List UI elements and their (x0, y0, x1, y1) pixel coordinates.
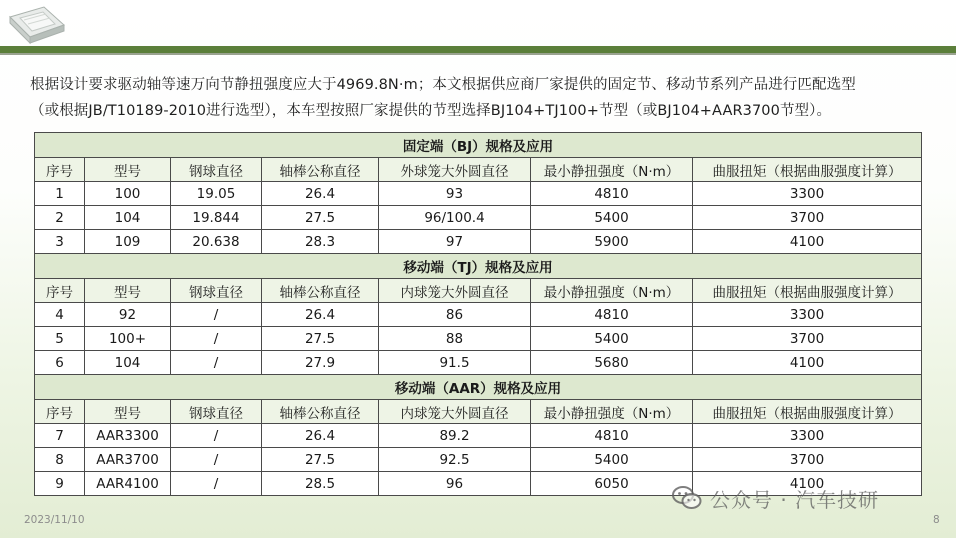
table-cell: 26.4 (262, 182, 379, 206)
table-cell: / (171, 448, 262, 472)
column-header-row (35, 158, 922, 182)
column-header: 曲服扭矩（根据曲服强度计算） (693, 279, 922, 303)
table-row (35, 230, 922, 254)
section-title: 移动端（AAR）规格及应用 (35, 375, 922, 400)
table-cell: 6 (35, 351, 85, 375)
column-header-row (35, 279, 922, 303)
column-header: 外球笼大外圆直径 (379, 158, 531, 182)
table-cell: 86 (379, 303, 531, 327)
table-cell: 19.05 (171, 182, 262, 206)
table-cell: 96/100.4 (379, 206, 531, 230)
spec-table-body (35, 133, 922, 496)
column-header: 曲服扭矩（根据曲服强度计算） (693, 158, 922, 182)
column-header: 序号 (35, 158, 85, 182)
table-cell: 28.5 (262, 472, 379, 496)
table-cell: 3700 (693, 206, 922, 230)
table-cell: 100 (85, 182, 171, 206)
table-cell: 5680 (531, 351, 693, 375)
table-cell: AAR3700 (85, 448, 171, 472)
table-cell: 3700 (693, 448, 922, 472)
column-header: 型号 (85, 158, 171, 182)
table-cell: 88 (379, 327, 531, 351)
column-header: 最小静扭强度（N·m） (531, 279, 693, 303)
column-header: 钢球直径 (171, 400, 262, 424)
table-row (35, 424, 922, 448)
table-cell: 5400 (531, 327, 693, 351)
table-cell: 92 (85, 303, 171, 327)
column-header-row (35, 400, 922, 424)
table-cell: 4810 (531, 424, 693, 448)
table-cell: 104 (85, 206, 171, 230)
table-cell: AAR3300 (85, 424, 171, 448)
column-header: 内球笼大外圆直径 (379, 400, 531, 424)
table-cell: 4810 (531, 303, 693, 327)
spec-table (34, 132, 922, 496)
table-cell: 5400 (531, 448, 693, 472)
table-cell: / (171, 424, 262, 448)
table-cell: 89.2 (379, 424, 531, 448)
table-cell: 4 (35, 303, 85, 327)
table-cell: 26.4 (262, 424, 379, 448)
column-header: 最小静扭强度（N·m） (531, 400, 693, 424)
table-row (35, 351, 922, 375)
page-number: 8 (933, 514, 940, 526)
column-header: 序号 (35, 279, 85, 303)
table-cell: 4100 (693, 351, 922, 375)
table-row (35, 327, 922, 351)
table-cell: 28.3 (262, 230, 379, 254)
section-title: 固定端（BJ）规格及应用 (35, 133, 922, 158)
column-header: 轴棒公称直径 (262, 158, 379, 182)
table-cell: 3700 (693, 327, 922, 351)
column-header: 曲服扭矩（根据曲服强度计算） (693, 400, 922, 424)
table-row (35, 206, 922, 230)
column-header: 内球笼大外圆直径 (379, 279, 531, 303)
table-cell: 92.5 (379, 448, 531, 472)
table-cell: / (171, 472, 262, 496)
column-header: 钢球直径 (171, 158, 262, 182)
table-cell: / (171, 303, 262, 327)
column-header: 序号 (35, 400, 85, 424)
table-cell: 109 (85, 230, 171, 254)
table-cell: 27.5 (262, 327, 379, 351)
table-cell: / (171, 327, 262, 351)
table-cell: 27.9 (262, 351, 379, 375)
table-cell: 91.5 (379, 351, 531, 375)
section-title: 移动端（TJ）规格及应用 (35, 254, 922, 279)
column-header: 最小静扭强度（N·m） (531, 158, 693, 182)
table-cell: 4100 (693, 472, 922, 496)
section-title-row (35, 254, 922, 279)
table-cell: 4100 (693, 230, 922, 254)
table-row (35, 182, 922, 206)
section-title-row (35, 133, 922, 158)
table-cell: 27.5 (262, 206, 379, 230)
table-cell: 27.5 (262, 448, 379, 472)
table-cell: / (171, 351, 262, 375)
table-cell: 4810 (531, 182, 693, 206)
table-row (35, 303, 922, 327)
table-row (35, 448, 922, 472)
table-cell: 3300 (693, 424, 922, 448)
table-cell: 2 (35, 206, 85, 230)
intro-line-1: 根据设计要求驱动轴等速万向节静扭强度应大于4969.8N·m；本文根据供应商厂家提供的固定节、移动节系列产品进行匹配选型 (30, 77, 856, 93)
table-cell: 7 (35, 424, 85, 448)
table-cell: 3 (35, 230, 85, 254)
table-cell: 6050 (531, 472, 693, 496)
intro-line-2: （或根据JB/T10189-2010进行选型），本车型按照厂家提供的节型选择BJ104+TJ100+节型（或BJ104+AAR3700节型）。 (30, 103, 832, 119)
table-cell: 3300 (693, 182, 922, 206)
table-cell: 104 (85, 351, 171, 375)
column-header: 钢球直径 (171, 279, 262, 303)
table-cell: 9 (35, 472, 85, 496)
watermark-text: 公众号 · 汽车技研 (710, 487, 880, 512)
slide-logo-icon (6, 3, 66, 45)
header-rule-shadow (0, 53, 956, 55)
column-header: 型号 (85, 400, 171, 424)
table-cell: 20.638 (171, 230, 262, 254)
footer-date: 2023/11/10 (24, 514, 85, 526)
table-cell: 100+ (85, 327, 171, 351)
table-cell: 8 (35, 448, 85, 472)
column-header: 型号 (85, 279, 171, 303)
column-header: 轴棒公称直径 (262, 279, 379, 303)
table-cell: AAR4100 (85, 472, 171, 496)
table-cell: 19.844 (171, 206, 262, 230)
table-cell: 93 (379, 182, 531, 206)
wechat-icon (672, 485, 702, 511)
table-cell: 97 (379, 230, 531, 254)
intro-text (30, 72, 940, 124)
table-cell: 5400 (531, 206, 693, 230)
table-cell: 1 (35, 182, 85, 206)
table-cell: 26.4 (262, 303, 379, 327)
watermark (672, 482, 879, 514)
table-cell: 5900 (531, 230, 693, 254)
column-header: 轴棒公称直径 (262, 400, 379, 424)
table-cell: 5 (35, 327, 85, 351)
table-cell: 3300 (693, 303, 922, 327)
header-rule (0, 46, 956, 53)
table-cell: 96 (379, 472, 531, 496)
section-title-row (35, 375, 922, 400)
